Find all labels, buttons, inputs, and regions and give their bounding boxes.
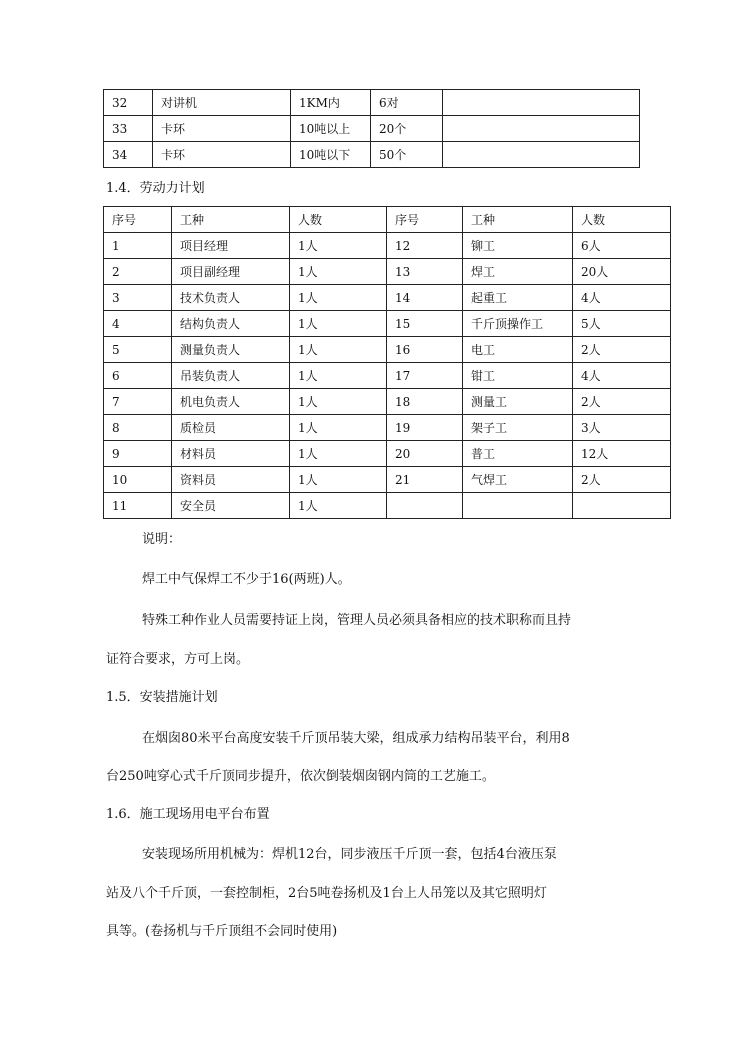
power-line2: 站及八个千斤顶，一套控制柜，2台5吨卷扬机及1台上人吊笼以及其它照明灯	[106, 886, 547, 901]
labor-row	[104, 467, 671, 493]
labor-cell: 12	[387, 233, 463, 259]
labor-cell: 起重工	[463, 285, 573, 311]
labor-cell: 6	[104, 363, 172, 389]
equipment-row	[104, 142, 640, 168]
equipment-cell-spec: 10吨以下	[291, 142, 371, 168]
notes-label: 说明：	[142, 532, 182, 547]
labor-cell: 1人	[290, 467, 387, 493]
labor-cell: 1人	[290, 389, 387, 415]
equipment-cell-note	[443, 90, 640, 116]
labor-cell: 项目经理	[172, 233, 290, 259]
labor-cell: 1人	[290, 415, 387, 441]
labor-cell: 3	[104, 285, 172, 311]
equipment-cell-name: 卡环	[153, 116, 291, 142]
labor-cell: 质检员	[172, 415, 290, 441]
equipment-cell-no: 33	[104, 116, 153, 142]
equipment-cell-name: 对讲机	[153, 90, 291, 116]
notes-line1: 焊工中气保焊工不少于16(两班)人。	[142, 572, 351, 587]
equipment-cell-spec: 1KM内	[291, 90, 371, 116]
equipment-row	[104, 116, 640, 142]
power-line1: 安装现场所用机械为：焊机12台，同步液压千斤顶一套，包括4台液压泵	[142, 847, 557, 862]
equipment-cell-spec: 10吨以上	[291, 116, 371, 142]
labor-cell: 普工	[463, 441, 573, 467]
labor-cell: 17	[387, 363, 463, 389]
labor-cell: 20人	[573, 259, 671, 285]
labor-row	[104, 285, 671, 311]
labor-cell	[387, 493, 463, 519]
labor-cell: 9	[104, 441, 172, 467]
labor-cell: 3人	[573, 415, 671, 441]
labor-table	[103, 206, 671, 519]
labor-header-cell: 人数	[290, 207, 387, 233]
labor-cell: 1	[104, 233, 172, 259]
labor-header-cell: 序号	[387, 207, 463, 233]
equipment-cell-note	[443, 116, 640, 142]
labor-cell: 14	[387, 285, 463, 311]
labor-row	[104, 493, 671, 519]
labor-header-cell: 工种	[463, 207, 573, 233]
labor-row	[104, 389, 671, 415]
labor-cell: 测量工	[463, 389, 573, 415]
labor-cell: 机电负责人	[172, 389, 290, 415]
labor-row	[104, 337, 671, 363]
labor-cell: 6人	[573, 233, 671, 259]
labor-cell: 安全员	[172, 493, 290, 519]
labor-header-cell: 工种	[172, 207, 290, 233]
labor-cell: 1人	[290, 233, 387, 259]
labor-cell: 2人	[573, 337, 671, 363]
labor-cell: 10	[104, 467, 172, 493]
labor-cell: 千斤顶操作工	[463, 311, 573, 337]
labor-row	[104, 441, 671, 467]
equipment-cell-no: 32	[104, 90, 153, 116]
labor-cell: 13	[387, 259, 463, 285]
labor-cell: 2人	[573, 467, 671, 493]
labor-cell: 16	[387, 337, 463, 363]
install-line2: 台250吨穿心式千斤顶同步提升，依次倒装烟囱钢内筒的工艺施工。	[106, 769, 495, 784]
labor-cell	[463, 493, 573, 519]
labor-cell: 架子工	[463, 415, 573, 441]
labor-row	[104, 363, 671, 389]
labor-cell: 1人	[290, 493, 387, 519]
install-heading: 1.5．安装措施计划	[106, 690, 218, 705]
equipment-row	[104, 90, 640, 116]
equipment-table	[103, 89, 640, 168]
labor-cell: 21	[387, 467, 463, 493]
equipment-cell-qty: 20个	[371, 116, 443, 142]
labor-cell: 5	[104, 337, 172, 363]
equipment-cell-qty: 6对	[371, 90, 443, 116]
labor-cell: 1人	[290, 441, 387, 467]
labor-cell: 2人	[573, 389, 671, 415]
labor-cell: 资料员	[172, 467, 290, 493]
equipment-cell-name: 卡环	[153, 142, 291, 168]
labor-cell: 焊工	[463, 259, 573, 285]
labor-cell: 项目副经理	[172, 259, 290, 285]
labor-cell: 技术负责人	[172, 285, 290, 311]
labor-cell: 电工	[463, 337, 573, 363]
labor-row	[104, 233, 671, 259]
labor-header-cell: 序号	[104, 207, 172, 233]
labor-cell: 结构负责人	[172, 311, 290, 337]
labor-cell: 气焊工	[463, 467, 573, 493]
labor-cell: 5人	[573, 311, 671, 337]
labor-row	[104, 415, 671, 441]
labor-cell: 18	[387, 389, 463, 415]
labor-cell: 8	[104, 415, 172, 441]
power-heading: 1.6．施工现场用电平台布置	[106, 807, 270, 822]
labor-cell: 15	[387, 311, 463, 337]
labor-cell: 1人	[290, 259, 387, 285]
notes-line2a: 特殊工种作业人员需要持证上岗，管理人员必须具备相应的技术职称而且持	[142, 613, 572, 628]
labor-cell: 4人	[573, 285, 671, 311]
equipment-cell-no: 34	[104, 142, 153, 168]
labor-cell: 钳工	[463, 363, 573, 389]
labor-row	[104, 311, 671, 337]
labor-cell: 测量负责人	[172, 337, 290, 363]
labor-cell: 2	[104, 259, 172, 285]
labor-cell: 12人	[573, 441, 671, 467]
install-line1: 在烟囱80米平台高度安装千斤顶吊装大梁，组成承力结构吊装平台，利用8	[142, 731, 570, 746]
labor-heading: 1.4．劳动力计划	[106, 181, 205, 196]
labor-cell: 材料员	[172, 441, 290, 467]
labor-cell	[573, 493, 671, 519]
labor-cell: 吊装负责人	[172, 363, 290, 389]
power-line3: 具等。(卷扬机与千斤顶组不会同时使用)	[106, 924, 338, 939]
labor-cell: 4人	[573, 363, 671, 389]
labor-cell: 19	[387, 415, 463, 441]
labor-cell: 7	[104, 389, 172, 415]
labor-cell: 4	[104, 311, 172, 337]
labor-row	[104, 259, 671, 285]
labor-cell: 1人	[290, 311, 387, 337]
equipment-cell-qty: 50个	[371, 142, 443, 168]
labor-header-cell: 人数	[573, 207, 671, 233]
labor-cell: 20	[387, 441, 463, 467]
labor-header-row	[104, 207, 671, 233]
labor-cell: 11	[104, 493, 172, 519]
notes-line2b: 证符合要求，方可上岗。	[106, 652, 250, 667]
equipment-cell-note	[443, 142, 640, 168]
labor-cell: 1人	[290, 285, 387, 311]
labor-cell: 1人	[290, 363, 387, 389]
labor-cell: 1人	[290, 337, 387, 363]
labor-cell: 铆工	[463, 233, 573, 259]
